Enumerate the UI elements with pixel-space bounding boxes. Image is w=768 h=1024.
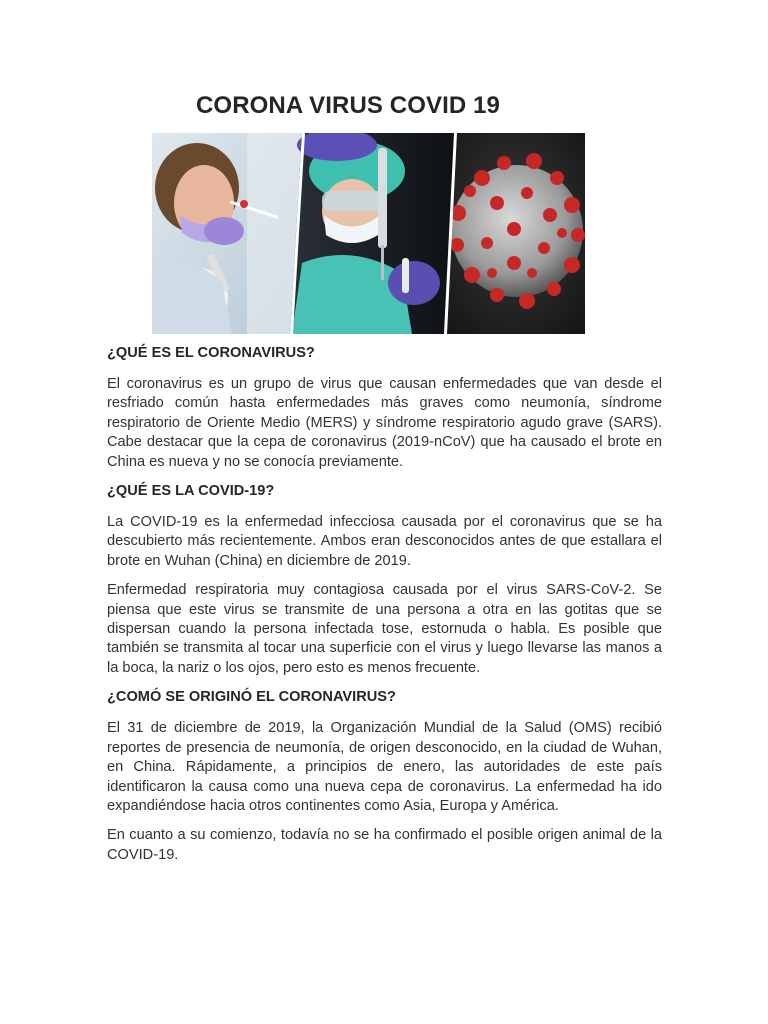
lab-technician-panel <box>290 133 454 334</box>
document-body <box>107 344 662 875</box>
paragraph-origin-animal: En cuanto a su comienzo, todavía no se ha confirmado el posible origen animal de la COVID-19. <box>107 827 662 863</box>
paragraph-covid-transmission: Enfermedad respiratoria muy contagiosa causada por el virus SARS-CoV-2. Se piensa que este virus se transmite de una persona a otra en las gotitas que se dispersan cuando la persona infectada tose, estornuda o habla. Es posible que también se transmita al tocar una superficie con el virus y luego llevarse las manos a la boca, la nariz o los ojos, pero esto es menos frecuente. <box>107 582 662 676</box>
page-title: CORONA VIRUS COVID 19 <box>196 92 500 119</box>
patient-swab-panel <box>152 133 302 334</box>
paragraph-coronavirus-definition: El coronavirus es un grupo de virus que causan enfermedades que van desde el resfriado común hasta enfermedades más graves como neumonía, síndrome respiratorio de Oriente Medio (MERS) y síndrome respiratorio agudo grave (SARS). Cabe destacar que la cepa de coronavirus (2019-nCoV) que ha causado el brote en China es nueva y no se conocía previamente. <box>107 376 662 470</box>
coronavirus-render-panel <box>444 133 585 334</box>
covid-photo-collage <box>152 133 585 334</box>
collage-graphic <box>152 133 585 334</box>
section-heading-que-es-coronavirus: ¿QUÉ ES EL CORONAVIRUS? <box>107 345 315 361</box>
paragraph-origin-timeline: El 31 de diciembre de 2019, la Organización Mundial de la Salud (OMS) recibió reportes de presencia de neumonía, de origen desconocido, en la ciudad de Wuhan, en China. Rápidamente, a principios de enero, las autoridades de este país identificaron la causa como una nueva cepa de coronavirus. La enfermedad ha ido expandiéndose hacia otros continentes como Asia, Europa y América. <box>107 720 662 814</box>
section-heading-origen: ¿COMÓ SE ORIGINÓ EL CORONAVIRUS? <box>107 689 396 706</box>
paragraph-covid-definition: La COVID-19 es la enfermedad infecciosa causada por el coronavirus que se ha descubierto más recientemente. Ambos eran desconocidos antes de que estallara el brote en Wuhan (China) en diciembre de 2019. <box>107 514 662 569</box>
section-heading-que-es-covid: ¿QUÉ ES LA COVID-19? <box>107 483 275 500</box>
